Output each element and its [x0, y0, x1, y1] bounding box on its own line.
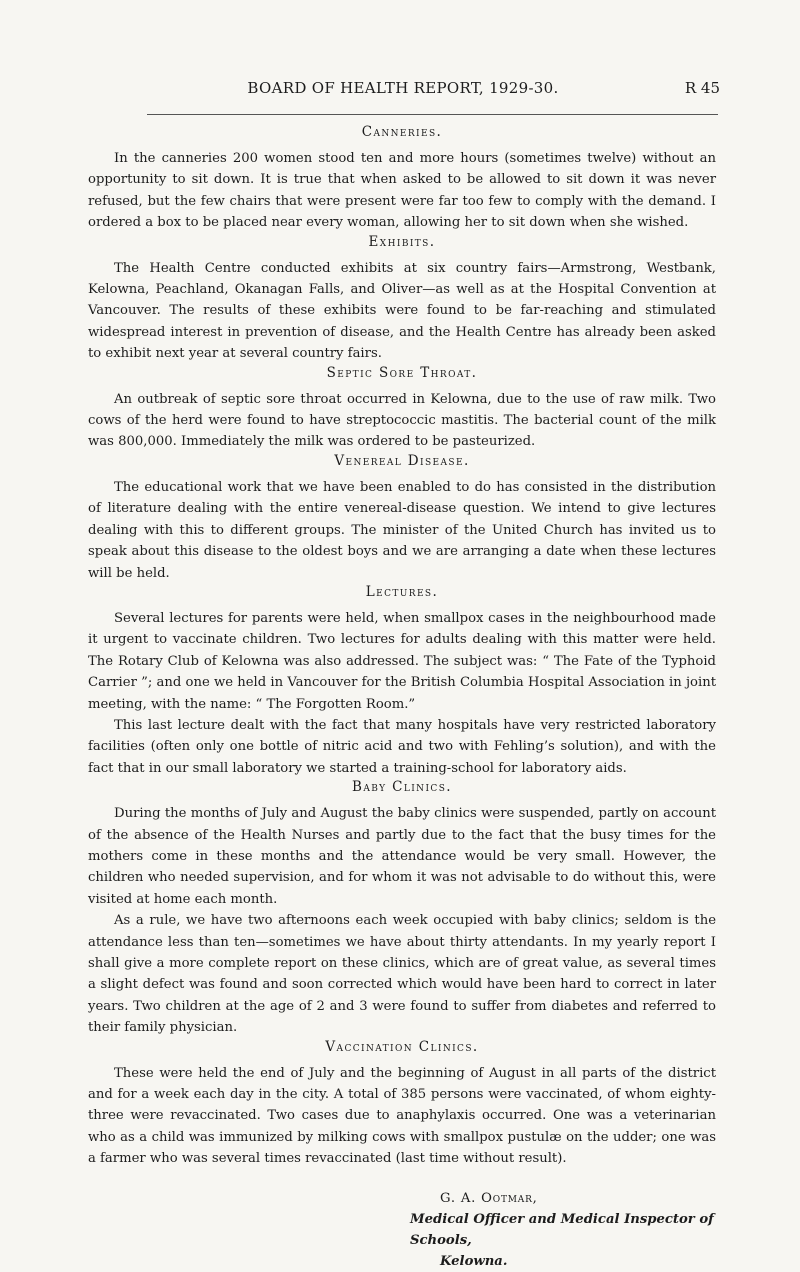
- running-head: [88, 0, 720, 97]
- page-number: R 45: [684, 79, 720, 97]
- header-rule: [147, 114, 718, 115]
- running-head-title: BOARD OF HEALTH REPORT, 1929-30.: [247, 79, 559, 97]
- signatory-name: G. A. Ootmar,: [440, 1190, 538, 1206]
- paragraph: An outbreak of septic sore throat occurred in Kelowna, due to the use of raw milk. Two cows of the herd were found to have streptococcic mastitis. The bacterial count of the milk was 800,000. Immediately the milk was ordered to be pasteurized.: [88, 391, 716, 450]
- signatory-place: Kelowna.: [440, 1253, 508, 1269]
- signatory-title: Medical Officer and Medical Inspector of Schools,: [410, 1211, 714, 1248]
- paragraph: These were held the end of July and the beginning of August in all parts of the district and for a week each day in the city. A total of 385 persons were vaccinated, of whom eighty-three were revaccinated. Two cases due to anaphylaxis occurred. One was a veterinarian who as a child was immunized by milking cows with smallpox pustulæ on the udder; one was a farmer who was several times revaccinated (last time without result).: [88, 1065, 716, 1167]
- section-canneries: [88, 124, 716, 234]
- section-septic-sore-throat: [88, 365, 716, 453]
- section-heading: Septic Sore Throat.: [326, 364, 478, 381]
- section-heading: Venereal Disease.: [334, 452, 470, 469]
- section-lectures: [88, 584, 716, 779]
- section-venereal-disease: [88, 453, 716, 584]
- section-heading: Vaccination Clinics.: [325, 1038, 479, 1055]
- report-body: [88, 124, 716, 1272]
- paragraph: Several lectures for parents were held, when smallpox cases in the neighbourhood made it urgent to vaccinate children. Two lectures for adults dealing with this matter were held. The Rotary Club of Kelowna was also addressed. The subject was: “ The Fate of the Typhoid Carrier ”; and one we held in Vancouver for the British Columbia Hospital Association in joint meeting, with the name: “ The Forgotten Room.”: [88, 610, 716, 712]
- paragraph: This last lecture dealt with the fact that many hospitals have very restricted laboratory facilities (often only one bottle of nitric acid and two with Fehling’s solution), and with the fact that in our small laboratory we started a training-school for laboratory aids.: [88, 717, 716, 776]
- section-heading: Canneries.: [361, 124, 443, 140]
- paragraph: The Health Centre conducted exhibits at six country fairs—Armstrong, Westbank, Kelowna, Peachland, Okanagan Falls, and Oliver—as well as at the Hospital Convention at Vancouver. The results of these exhibits were found to be far-reaching and stimulated widespread interest in prevention of disease, and the Health Centre has already been asked to exhibit next year at several country fairs.: [88, 260, 716, 362]
- section-heading: Exhibits.: [368, 233, 436, 250]
- section-heading: Lectures.: [365, 583, 439, 600]
- paragraph: As a rule, we have two afternoons each week occupied with baby clinics; seldom is the attendance less than ten—sometimes we have about thirty attendants. In my yearly report I shall give a more complete report on these clinics, which are of great value, as several times a slight defect was found and soon corrected which would have been hard to correct in later years. Two children at the age of 2 and 3 were found to suffer from diabetes and referred to their family physician.: [88, 913, 716, 1036]
- paragraph: The educational work that we have been enabled to do has consisted in the distribution of literature dealing with the entire venereal-disease question. We intend to give lectures dealing with this to different groups. The minister of the United Church has invited us to speak about this disease to the oldest boys and we are arranging a date when these lectures will be held.: [88, 479, 716, 581]
- section-heading: Baby Clinics.: [352, 779, 452, 796]
- section-exhibits: [88, 234, 716, 365]
- paragraph: During the months of July and August the baby clinics were suspended, partly on account of the absence of the Health Nurses and partly due to the fact that the busy times for the mothers come in these months and the attendance would be very small. However, the children who needed supervision, and for whom it was not advisable to do without this, were visited at home each month.: [88, 806, 716, 907]
- section-vaccination-clinics: [88, 1039, 716, 1170]
- signature-block: [410, 1188, 716, 1272]
- paragraph: In the canneries 200 women stood ten and more hours (sometimes twelve) without an opportunity to sit down. It is true that when asked to be allowed to sit down it was never refused, but the few chairs that were present were far too few to comply with the demand. I ordered a box to be placed near every woman, allowing her to sit down when she wished.: [88, 151, 716, 231]
- section-baby-clinics: [88, 779, 716, 1038]
